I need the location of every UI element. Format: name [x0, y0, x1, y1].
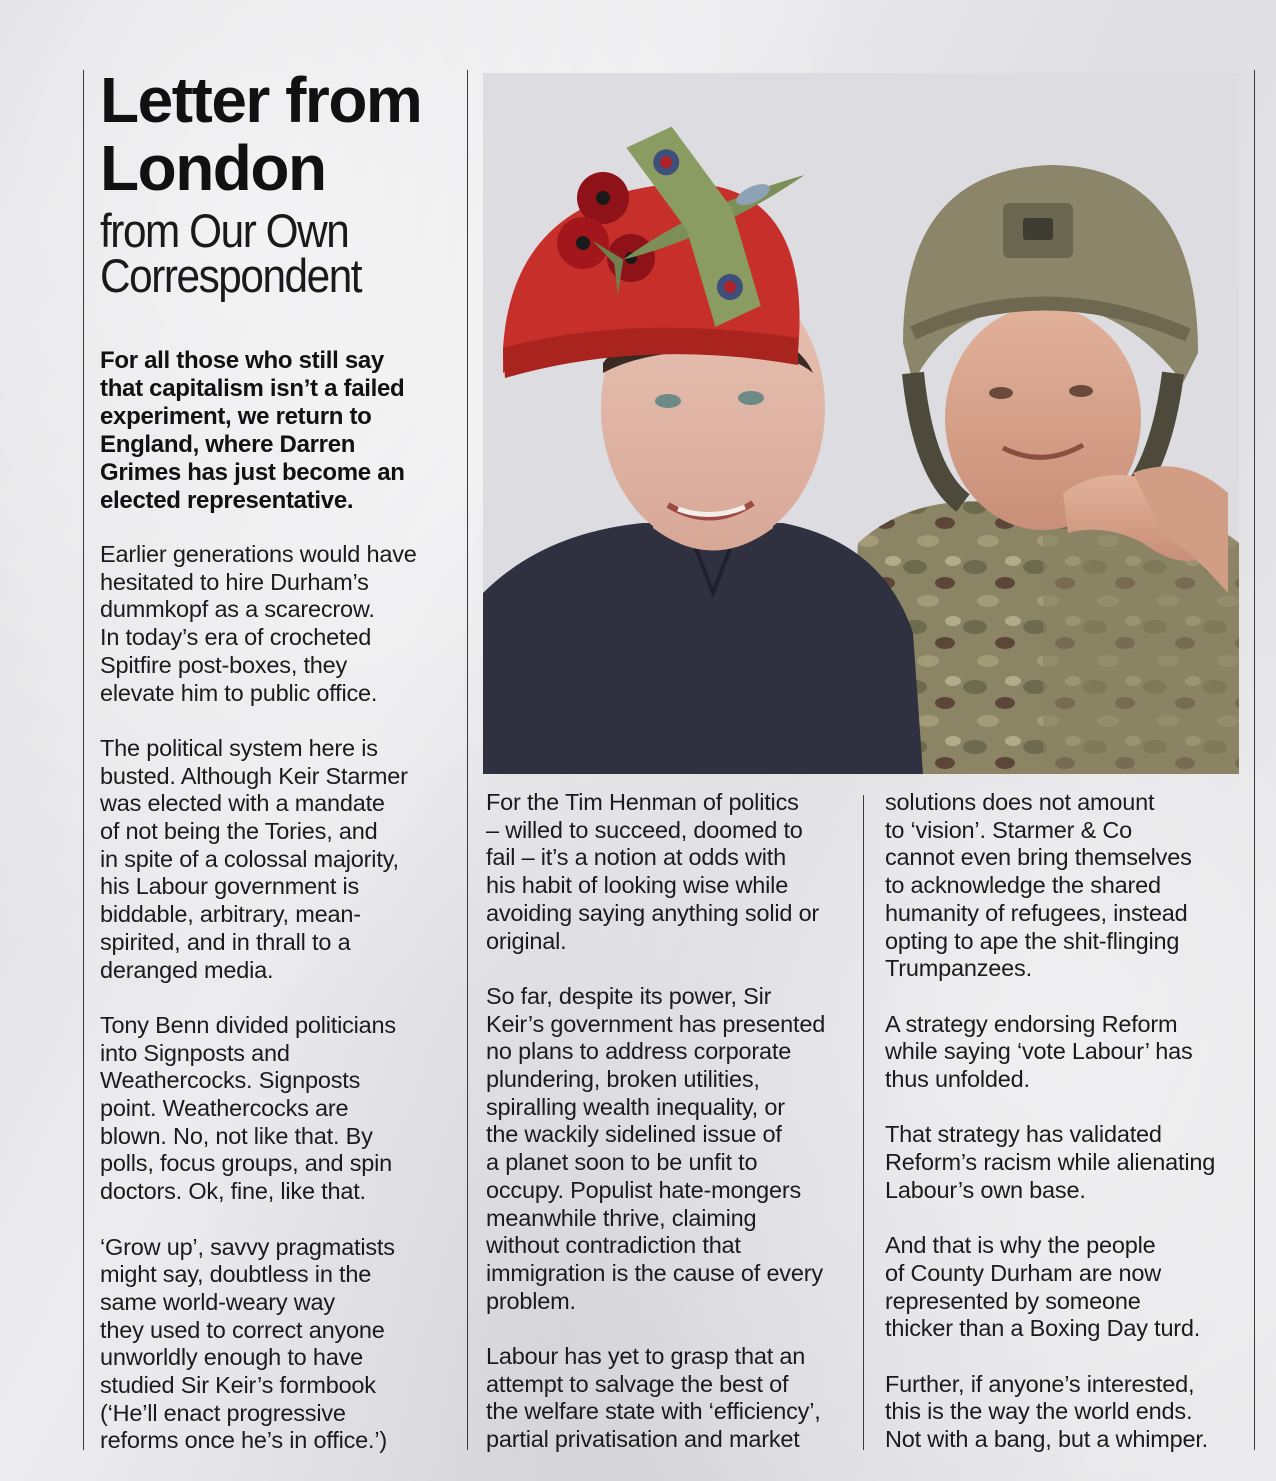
text-line: the welfare state with ‘efficiency’,: [486, 1398, 821, 1425]
standfirst-line: For all those who still say: [100, 347, 384, 374]
text-line: Spitfire post-boxes, they: [100, 651, 348, 678]
column-3-paragraph-4: [885, 1232, 1251, 1343]
text-line: And that is why the people: [885, 1232, 1156, 1259]
column-2-paragraph-1: [486, 789, 856, 955]
text-line: fail – it’s a notion at odds with: [486, 844, 786, 871]
text-line: – willed to succeed, doomed to: [486, 816, 803, 843]
column-1-paragraph-3: [100, 1012, 462, 1206]
text-line: blown. No, not like that. By: [100, 1122, 373, 1149]
standfirst-line: England, where Darren: [100, 431, 356, 458]
text-line: dummkopf as a scarecrow.: [100, 596, 375, 623]
text-line: Reform’s racism while alienating: [885, 1149, 1216, 1176]
feature-photo-illustration: [483, 73, 1239, 774]
text-line: partial privatisation and market: [486, 1426, 800, 1453]
text-line: opting to ape the shit-flinging: [885, 927, 1180, 954]
text-line: point. Weathercocks are: [100, 1095, 349, 1122]
paragraph-gap: [885, 1205, 1251, 1233]
text-line: In today’s era of crocheted: [100, 624, 372, 651]
text-line: into Signposts and: [100, 1039, 290, 1066]
byline-line-1: from Our Own: [100, 204, 349, 257]
column-2-paragraph-3: [486, 1343, 856, 1454]
paragraph-gap: [100, 984, 462, 1012]
text-line: humanity of refugees, instead: [885, 899, 1188, 926]
text-line: to ‘vision’. Starmer & Co: [885, 816, 1133, 843]
text-line: a planet soon to be unfit to: [486, 1149, 758, 1176]
text-line: problem.: [486, 1287, 576, 1314]
text-line: meanwhile thrive, claiming: [486, 1204, 757, 1231]
text-line: spirited, and in thrall to a: [100, 928, 351, 955]
text-line: his Labour government is: [100, 873, 360, 900]
text-line: (‘He’ll enact progressive: [100, 1399, 346, 1426]
text-line: The political system here is: [100, 734, 378, 761]
text-line: deranged media.: [100, 956, 274, 983]
text-line: in spite of a colossal majority,: [100, 845, 399, 872]
text-line: spiralling wealth inequality, or: [486, 1093, 785, 1120]
text-line: attempt to salvage the best of: [486, 1370, 789, 1397]
paragraph-gap: [100, 707, 462, 735]
text-line: Not with a bang, but a whimper.: [885, 1426, 1208, 1453]
text-line: biddable, arbitrary, mean-: [100, 901, 361, 928]
column-3-paragraph-1: [885, 789, 1251, 983]
text-line: Trumpanzees.: [885, 955, 1032, 982]
column-rule-right: [1254, 70, 1255, 1450]
text-line: polls, focus groups, and spin: [100, 1150, 393, 1177]
column-rule-1: [467, 70, 468, 1450]
standfirst-line: elected representative.: [100, 487, 354, 514]
title-line-2: London: [100, 132, 326, 204]
standfirst-line: Grimes has just become an: [100, 459, 405, 486]
text-line: hesitated to hire Durham’s: [100, 568, 369, 595]
text-line: this is the way the world ends.: [885, 1398, 1193, 1425]
text-line: they used to correct anyone: [100, 1316, 385, 1343]
paragraph-gap: [486, 1315, 856, 1343]
text-line: reforms once he’s in office.’): [100, 1427, 388, 1454]
text-line: occupy. Populist hate-mongers: [486, 1176, 802, 1203]
text-line: Labour’s own base.: [885, 1176, 1086, 1203]
column-1-paragraph-1: [100, 541, 462, 707]
standfirst-line: experiment, we return to: [100, 403, 372, 430]
text-line: of not being the Tories, and: [100, 818, 378, 845]
text-line: without contradiction that: [486, 1232, 741, 1259]
text-line: So far, despite its power, Sir: [486, 982, 772, 1009]
standfirst-line: that capitalism isn’t a failed: [100, 375, 405, 402]
text-line: to acknowledge the shared: [885, 872, 1161, 899]
text-line: represented by someone: [885, 1287, 1141, 1314]
text-line: Keir’s government has presented: [486, 1010, 826, 1037]
text-line: was elected with a mandate: [100, 790, 385, 817]
text-line: same world-weary way: [100, 1288, 335, 1315]
paragraph-gap: [885, 1094, 1251, 1122]
column-3-paragraph-2: [885, 1011, 1251, 1094]
column-rule-left: [83, 70, 84, 1450]
column-3-body: [885, 789, 1251, 1454]
text-line: A strategy endorsing Reform: [885, 1010, 1178, 1037]
column-1-paragraph-4: [100, 1234, 462, 1456]
byline-line-2: Correspondent: [100, 249, 362, 302]
text-line: cannot even bring themselves: [885, 844, 1192, 871]
text-line: busted. Although Keir Starmer: [100, 762, 408, 789]
text-line: thicker than a Boxing Day turd.: [885, 1315, 1201, 1342]
text-line: no plans to address corporate: [486, 1038, 792, 1065]
paragraph-gap: [885, 1343, 1251, 1371]
standfirst-text: [100, 347, 462, 515]
text-line: Earlier generations would have: [100, 541, 417, 567]
text-line: solutions does not amount: [885, 789, 1155, 815]
text-line: For the Tim Henman of politics: [486, 789, 799, 815]
text-line: ‘Grow up’, savvy pragmatists: [100, 1233, 395, 1260]
text-line: his habit of looking wise while: [486, 872, 789, 899]
column-2-body: [486, 789, 856, 1454]
text-line: plundering, broken utilities,: [486, 1066, 760, 1093]
text-line: doctors. Ok, fine, like that.: [100, 1178, 366, 1205]
text-line: while saying ‘vote Labour’ has: [885, 1038, 1193, 1065]
column-1-paragraph-2: [100, 735, 462, 984]
text-line: might say, doubtless in the: [100, 1261, 372, 1288]
text-line: the wackily sidelined issue of: [486, 1121, 782, 1148]
text-line: Further, if anyone’s interested,: [885, 1370, 1195, 1397]
column-1-body: [100, 541, 462, 1455]
left-column: [100, 64, 460, 302]
text-line: unworldly enough to have: [100, 1344, 364, 1371]
text-line: avoiding saying anything solid or: [486, 899, 820, 926]
text-line: Weathercocks. Signposts: [100, 1067, 361, 1094]
text-line: That strategy has validated: [885, 1121, 1162, 1148]
text-line: elevate him to public office.: [100, 679, 378, 706]
text-line: thus unfolded.: [885, 1066, 1030, 1093]
page-title: [100, 66, 460, 202]
feature-photo: [483, 73, 1239, 774]
text-line: studied Sir Keir’s formbook: [100, 1372, 376, 1399]
text-line: Tony Benn divided politicians: [100, 1011, 396, 1038]
paragraph-gap: [885, 983, 1251, 1011]
text-line: of County Durham are now: [885, 1259, 1162, 1286]
text-line: Labour has yet to grasp that an: [486, 1343, 806, 1370]
text-line: original.: [486, 927, 567, 954]
text-line: immigration is the cause of every: [486, 1259, 823, 1286]
paragraph-gap: [486, 955, 856, 983]
byline: [100, 204, 424, 302]
column-3-paragraph-5: [885, 1371, 1251, 1454]
column-3-paragraph-3: [885, 1121, 1251, 1204]
title-line-1: Letter from: [100, 64, 422, 136]
paragraph-gap: [100, 1206, 462, 1234]
column-2-paragraph-2: [486, 983, 856, 1315]
column-rule-2: [863, 795, 864, 1450]
standfirst: [100, 347, 462, 515]
